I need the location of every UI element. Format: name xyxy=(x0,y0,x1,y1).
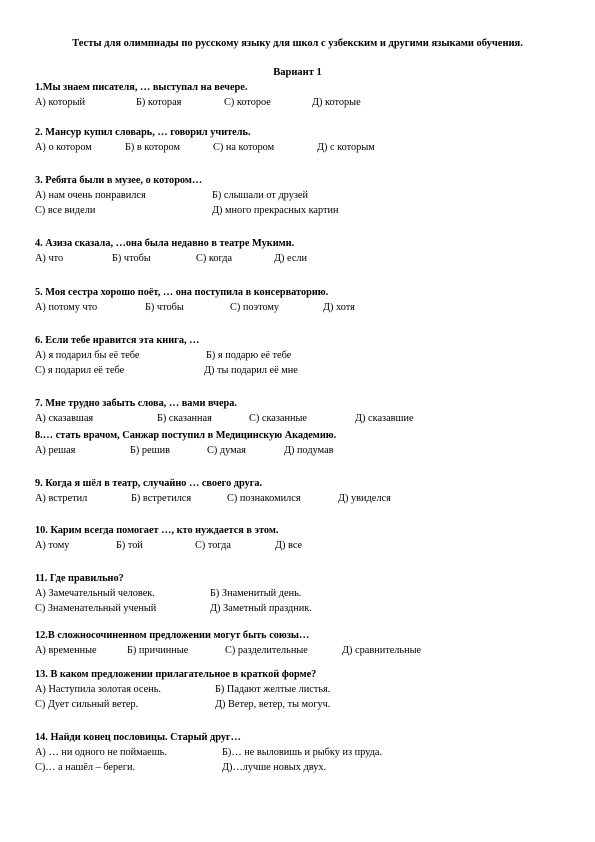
options-row xyxy=(35,348,575,363)
option-d: Д) ты подарил её мне xyxy=(204,365,298,376)
question-1 xyxy=(35,80,575,110)
options-row xyxy=(35,203,575,218)
question-14 xyxy=(35,730,575,775)
option-a: А) что xyxy=(35,253,64,264)
question-text: 3. Ребята были в музее, о котором… xyxy=(35,175,203,186)
options-row xyxy=(35,300,575,315)
option-a: А) который xyxy=(35,97,86,108)
option-b: Б) причинные xyxy=(127,645,189,656)
option-d: Д) сказавшие xyxy=(355,413,414,424)
options-row xyxy=(35,697,575,712)
option-a: А) о котором xyxy=(35,142,92,153)
option-b: Б) в котором xyxy=(125,142,180,153)
question-8 xyxy=(35,428,575,458)
option-b: Б) встретился xyxy=(131,493,192,504)
option-d: Д) много прекрасных картин xyxy=(212,205,339,216)
options-row xyxy=(35,363,575,378)
option-c: С) сказанные xyxy=(249,413,308,424)
option-c: С) познакомился xyxy=(227,493,301,504)
question-text: 13. В каком предложении прилагательное в краткой форме? xyxy=(35,669,317,680)
question-9 xyxy=(35,476,575,506)
question-12 xyxy=(35,628,575,658)
options-row xyxy=(35,188,575,203)
option-b: Б) сказанная xyxy=(157,413,212,424)
variant-heading: Вариант 1 xyxy=(273,67,322,78)
question-text: 4. Азиза сказала, …она была недавно в театре Мукими. xyxy=(35,238,295,249)
option-d: Д) Заметный праздник. xyxy=(210,603,312,614)
options-row xyxy=(35,443,575,458)
option-a: А) встретил xyxy=(35,493,88,504)
option-d: Д) с которым xyxy=(317,142,375,153)
option-d: Д) все xyxy=(275,540,303,551)
option-b: Б)… не выловишь и рыбку из пруда. xyxy=(222,747,383,758)
option-d: Д) Ветер, ветер, ты могуч. xyxy=(215,699,331,710)
question-text: 12.В сложносочиненном предложении могут быть союзы… xyxy=(35,630,310,641)
option-a: А) я подарил бы её тебе xyxy=(35,350,140,361)
page-title: Тесты для олимпиады по русскому языку для школ с узбекским и другими языками обучения. xyxy=(72,38,523,49)
option-d: Д) сравнительные xyxy=(342,645,422,656)
question-text: 10. Карим всегда помогает …, кто нуждается в этом. xyxy=(35,525,279,536)
question-text: 14. Найди конец пословицы. Старый друг… xyxy=(35,732,241,743)
options-row xyxy=(35,601,575,616)
option-b: Б) слышали от друзей xyxy=(212,190,308,201)
question-text: 8.… стать врачом, Санжар поступил в Медицинскую Академию. xyxy=(35,430,337,441)
option-b: Б) решив xyxy=(130,445,170,456)
option-d: Д) подумав xyxy=(284,445,334,456)
question-6 xyxy=(35,333,575,378)
option-c: С) поэтому xyxy=(230,302,280,313)
options-row xyxy=(35,586,575,601)
question-text: 9. Когда я шёл в театр, случайно … своего друга. xyxy=(35,478,263,489)
question-7 xyxy=(35,396,575,426)
option-b: Б) чтобы xyxy=(112,253,151,264)
option-a: А) Наступила золотая осень. xyxy=(35,684,161,695)
option-b: Б) которая xyxy=(136,97,182,108)
option-c: С) разделительные xyxy=(225,645,308,656)
question-10 xyxy=(35,523,575,553)
option-a: А) сказавшая xyxy=(35,413,94,424)
option-d: Д) увиделся xyxy=(338,493,391,504)
options-row xyxy=(35,682,575,697)
options-row xyxy=(35,643,575,658)
option-b: Б) я подарю её тебе xyxy=(206,350,292,361)
question-text: 5. Моя сестра хорошо поёт, … она поступила в консерваторию. xyxy=(35,287,329,298)
option-d: Д) которые xyxy=(312,97,361,108)
question-text: 1.Мы знаем писателя, … выступал на вечере. xyxy=(35,82,248,93)
option-c: С) Дует сильный ветер. xyxy=(35,699,139,710)
options-row xyxy=(35,411,575,426)
option-c: С) на котором xyxy=(213,142,275,153)
options-row xyxy=(35,491,575,506)
option-d: Д) хотя xyxy=(323,302,355,313)
options-row xyxy=(35,745,575,760)
option-c: С)… а нашёл – береги. xyxy=(35,762,136,773)
question-text: 11. Где правильно? xyxy=(35,573,124,584)
option-a: А) нам очень понравился xyxy=(35,190,146,201)
option-a: А) Замечательный человек. xyxy=(35,588,155,599)
option-d: Д) если xyxy=(274,253,308,264)
question-text: 2. Мансур купил словарь, … говорил учитель. xyxy=(35,127,251,138)
question-13 xyxy=(35,667,575,712)
option-c: С) когда xyxy=(196,253,233,264)
option-c: С) Знаменательный ученый xyxy=(35,603,157,614)
option-b: Б) Знаменитый день. xyxy=(210,588,302,599)
question-2 xyxy=(35,125,575,155)
option-c: С) тогда xyxy=(195,540,231,551)
option-b: Б) Падают желтые листья. xyxy=(215,684,331,695)
options-row xyxy=(35,140,575,155)
option-a: А) … ни одного не поймаешь. xyxy=(35,747,167,758)
option-b: Б) той xyxy=(116,540,143,551)
options-row xyxy=(35,538,575,553)
option-a: А) временные xyxy=(35,645,97,656)
options-row xyxy=(35,251,575,266)
options-row xyxy=(35,95,575,110)
question-4 xyxy=(35,236,575,266)
question-text: 6. Если тебе нравится эта книга, … xyxy=(35,335,200,346)
option-d: Д)…лучше новых двух. xyxy=(222,762,327,773)
question-3 xyxy=(35,173,575,218)
option-c: С) которое xyxy=(224,97,271,108)
option-c: С) я подарил её тебе xyxy=(35,365,125,376)
option-c: С) все видели xyxy=(35,205,96,216)
option-a: А) потому что xyxy=(35,302,98,313)
option-a: А) решая xyxy=(35,445,76,456)
options-row xyxy=(35,760,575,775)
question-11 xyxy=(35,571,575,616)
question-text: 7. Мне трудно забыть слова, … вами вчера. xyxy=(35,398,237,409)
option-c: С) думая xyxy=(207,445,246,456)
question-5 xyxy=(35,285,575,315)
option-a: А) тому xyxy=(35,540,70,551)
option-b: Б) чтобы xyxy=(145,302,184,313)
